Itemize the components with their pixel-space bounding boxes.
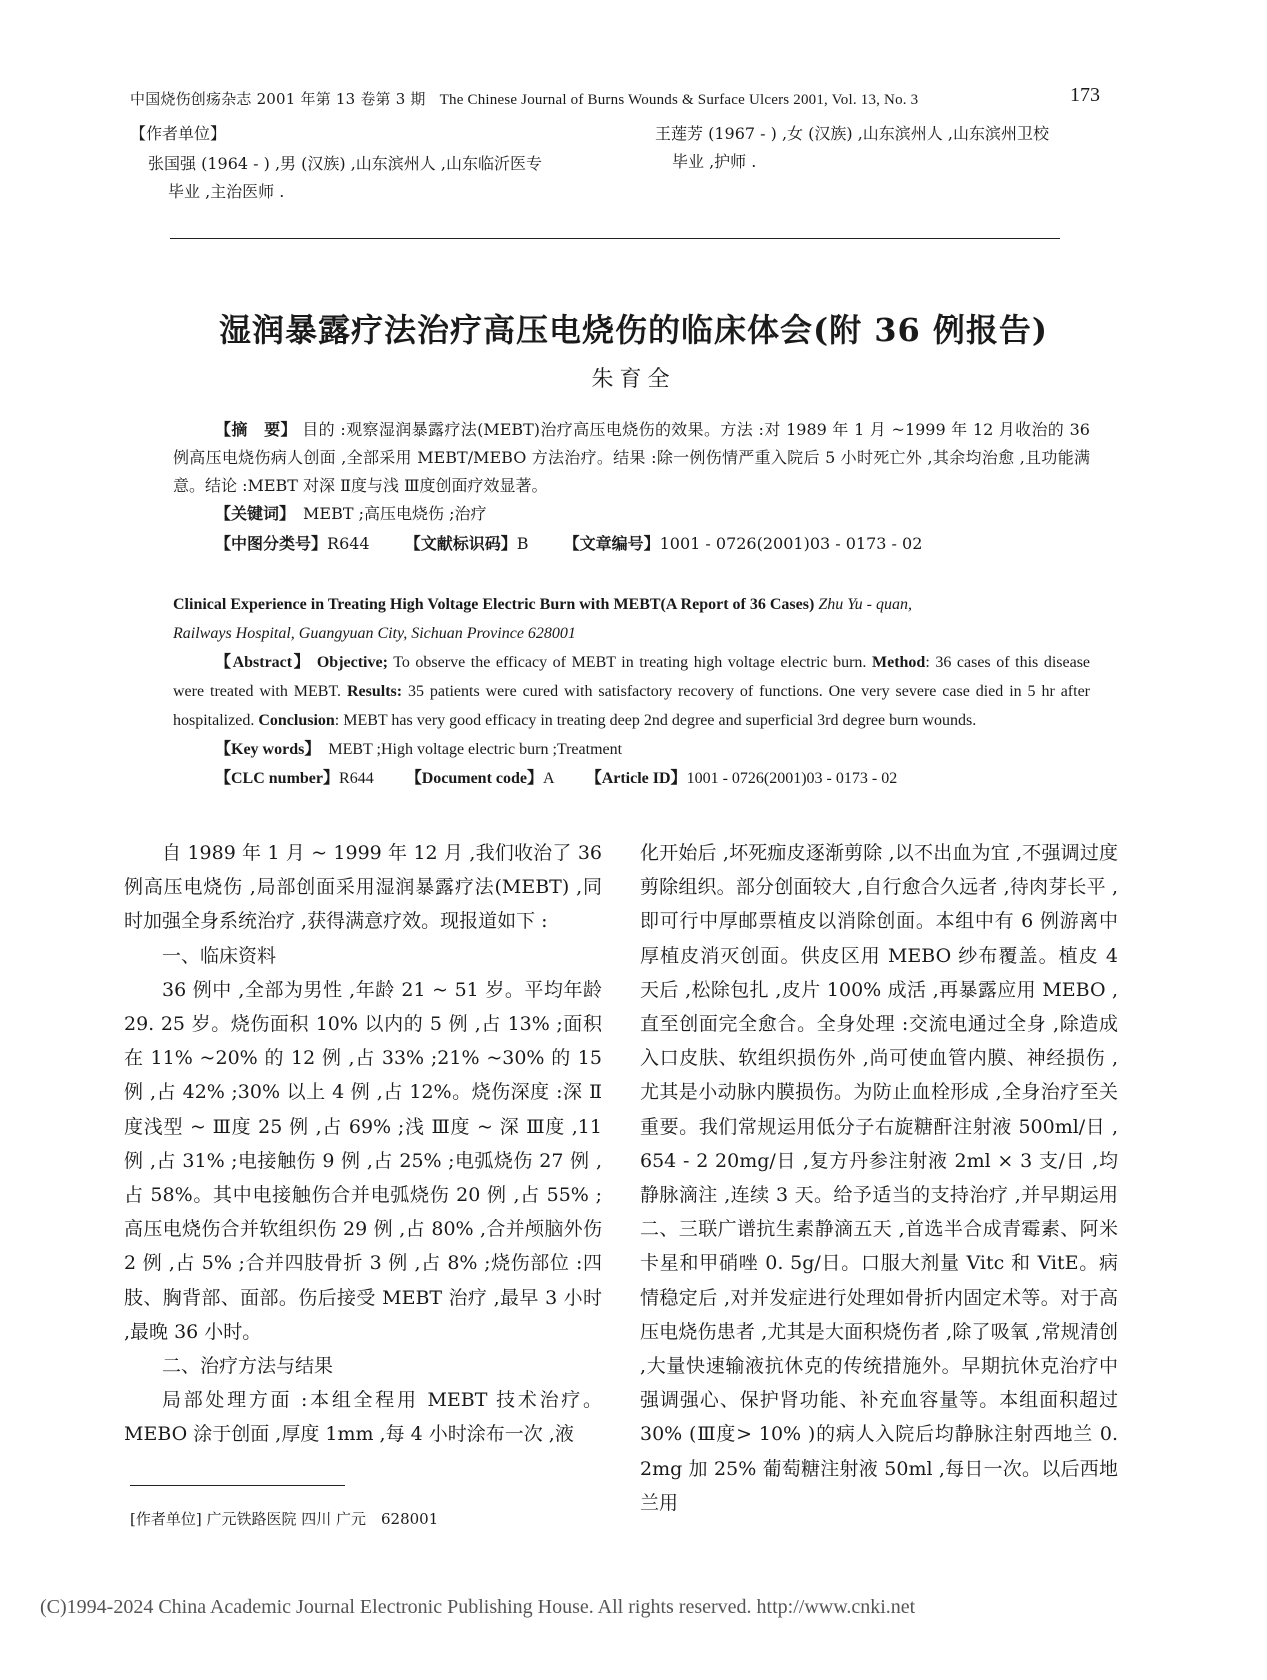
prev-author-left-2: 毕业 ,主治医师 . bbox=[168, 182, 285, 201]
english-title: Clinical Experience in Treating High Voltage Electric Burn with MEBT(A Report of 36 Cases) bbox=[173, 596, 815, 613]
classification-cn bbox=[215, 530, 922, 558]
footnote: [作者单位] 广元铁路医院 四川 广元 628001 bbox=[130, 1510, 439, 1528]
english-clc-label: 【CLC number】 bbox=[215, 770, 340, 787]
english-id-label: 【Article ID】 bbox=[585, 770, 687, 787]
doc-cn: B bbox=[516, 534, 529, 553]
method-label: Method bbox=[871, 654, 926, 671]
english-id: 1001 - 0726(2001)03 - 0173 - 02 bbox=[686, 770, 898, 787]
running-header bbox=[130, 88, 1090, 109]
english-title-line bbox=[173, 590, 1090, 619]
english-doc-label: 【Document code】 bbox=[405, 770, 544, 787]
results-text: 35 patients were cured with satisfactory recovery of functions. One very severe case died in 5 hr after hospitalized. bbox=[173, 683, 1091, 729]
english-keywords bbox=[173, 735, 1090, 764]
keywords-cn-text: MEBT ;高压电烧伤 ;治疗 bbox=[287, 504, 487, 523]
divider-rule bbox=[170, 238, 1060, 239]
prev-author-left-1: 张国强 (1964 - ) ,男 (汉族) ,山东滨州人 ,山东临沂医专 bbox=[148, 154, 542, 173]
objective-label: Objective; bbox=[316, 654, 388, 671]
english-author: Zhu Yu - quan, bbox=[818, 596, 912, 613]
english-affiliation: Railways Hospital, Guangyuan City, Sichuan Province 628001 bbox=[173, 625, 576, 642]
footnote-rule bbox=[130, 1485, 345, 1486]
id-cn: 1001 - 0726(2001)03 - 0173 - 02 bbox=[659, 534, 923, 553]
clc-cn-label: 【中图分类号】 bbox=[215, 534, 328, 553]
keywords-cn-label: 【关键词】 bbox=[215, 504, 288, 523]
prev-author-unit-label: 【作者单位】 bbox=[130, 124, 227, 143]
english-classification bbox=[173, 764, 1090, 793]
abstract-cn-label: 【摘 要】 bbox=[215, 420, 297, 439]
body-left-column bbox=[124, 836, 602, 1452]
english-clc: R644 bbox=[339, 770, 374, 787]
id-cn-label: 【文章编号】 bbox=[563, 534, 660, 553]
article-title: 湿润暴露疗法治疗高压电烧伤的临床体会(附 36 例报告) bbox=[218, 311, 1049, 349]
page-number: 173 bbox=[1070, 84, 1100, 106]
body-left-p3: 局部处理方面 :本组全程用 MEBT 技术治疗。MEBO 涂于创面 ,厚度 1mm ,每 4 小时涂布一次 ,液 bbox=[124, 1389, 602, 1446]
abstract-cn bbox=[173, 416, 1090, 500]
journal-en: The Chinese Journal of Burns Wounds & Surface Ulcers 2001, Vol. 13, No. 3 bbox=[439, 92, 919, 108]
english-abstract-label: 【Abstract】 bbox=[215, 654, 312, 671]
abstract-cn-text: 目的 :观察湿润暴露疗法(MEBT)治疗高压电烧伤的效果。方法 :对 1989 年 1 月 ~1999 年 12 月收治的 36 例高压电烧伤病人创面 ,全部采用 MEBT/MEBO 方法治疗。结果 :除一例伤情严重入院后 5 小时死亡外 ,其余均治愈 ,且功能满意。结论 :MEBT 对深 Ⅱ度与浅 Ⅲ度创面疗效显著。 bbox=[173, 420, 1090, 495]
keywords-cn bbox=[215, 500, 486, 528]
conclusion-label: Conclusion bbox=[258, 712, 335, 729]
english-abstract bbox=[173, 590, 1090, 793]
english-keywords-text: MEBT ;High voltage electric burn ;Treatment bbox=[312, 741, 623, 758]
copyright-notice: (C)1994-2024 China Academic Journal Electronic Publishing House. All rights reserved. http://www.cnki.net bbox=[40, 1596, 916, 1618]
english-abstract-body bbox=[173, 648, 1090, 735]
prev-author-right-2: 毕业 ,护师 . bbox=[672, 152, 757, 171]
body-right-column bbox=[640, 836, 1118, 1520]
results-label: Results: bbox=[346, 683, 403, 700]
english-keywords-label: 【Key words】 bbox=[215, 741, 313, 758]
english-doc: A bbox=[543, 770, 554, 787]
method-text: : 36 cases of this disease were treated with MEBT. bbox=[173, 654, 1091, 700]
journal-cn: 中国烧伤创疡杂志 2001 年第 13 卷第 3 期 bbox=[130, 90, 426, 108]
clc-cn: R644 bbox=[327, 534, 370, 553]
objective-text: To observe the efficacy of MEBT in treating high voltage electric burn. bbox=[387, 654, 872, 671]
prev-author-right-1: 王莲芳 (1967 - ) ,女 (汉族) ,山东滨州人 ,山东滨州卫校 bbox=[655, 124, 1049, 143]
article-author: 朱育全 bbox=[591, 367, 676, 392]
section-2-heading: 二、治疗方法与结果 bbox=[162, 1355, 334, 1378]
body-left-p2: 36 例中 ,全部为男性 ,年龄 21 ~ 51 岁。平均年龄 29. 25 岁。烧伤面积 10% 以内的 5 例 ,占 13% ;面积在 11% ~20% 的 12 例 ,占 33% ;21% ~30% 的 15 例 ,占 42% ;30% 以上 4 例 ,占 12%。烧伤深度 :深 Ⅱ度浅型 ~ Ⅲ度 25 例 ,占 69% ;浅 Ⅲ度 ~ 深 Ⅲ度 ,11 例 ,占 31% ;电接触伤 9 例 ,占 25% ;电弧烧伤 27 例 ,占 58%。其中电接触伤合并电弧烧伤 20 例 ,占 55% ;高压电烧伤合并软组织伤 29 例 ,占 80% ,合并颅脑外伤 2 例 ,占 5% ;合并四肢骨折 3 例 ,占 8% ;烧伤部位 :四肢、胸背部、面部。伤后接受 MEBT 治疗 ,最早 3 小时 ,最晚 36 小时。 bbox=[124, 978, 602, 1343]
section-1-heading: 一、临床资料 bbox=[162, 944, 277, 967]
body-right-p1: 化开始后 ,坏死痂皮逐渐剪除 ,以不出血为宜 ,不强调过度剪除组织。部分创面较大 ,自行愈合久远者 ,待肉芽长平 ,即可行中厚邮票植皮以消除创面。本组中有 6 例游离中厚植皮消灭创面。供皮区用 MEBO 纱布覆盖。植皮 4 天后 ,松除包扎 ,皮片 100% 成活 ,再暴露应用 MEBO ,直至创面完全愈合。全身处理 :交流电通过全身 ,除造成入口皮肤、软组织损伤外 ,尚可使血管内膜、神经损伤 ,尤其是小动脉内膜损伤。为防止血栓形成 ,全身治疗至关重要。我们常规运用低分子右旋糖酐注射液 500ml/日 , 654 - 2 20mg/日 ,复方丹参注射液 2ml × 3 支/日 ,均静脉滴注 ,连续 3 天。给予适当的支持治疗 ,并早期运用二、三联广谱抗生素静滴五天 ,首选半合成青霉素、阿米卡星和甲硝唑 0. 5g/日。口服大剂量 Vitc 和 VitE。病情稳定后 ,对并发症进行处理如骨折内固定术等。对于高压电烧伤患者 ,尤其是大面积烧伤者 ,除了吸氧 ,常规清创 ,大量快速输液抗休克的传统措施外。早期抗休克治疗中强调强心、保护肾功能、补充血容量等。本组面积超过 30% (Ⅲ度> 10% )的病人入院后均静脉注射西地兰 0. 2mg 加 25% 葡萄糖注射液 50ml ,每日一次。以后西地兰用 bbox=[640, 842, 1118, 1514]
doc-cn-label: 【文献标识码】 bbox=[404, 534, 517, 553]
body-left-p1: 自 1989 年 1 月 ~ 1999 年 12 月 ,我们收治了 36 例高压电烧伤 ,局部创面采用湿润暴露疗法(MEBT) ,同时加强全身系统治疗 ,获得满意疗效。现报道如下 : bbox=[124, 842, 602, 933]
conclusion-text: : MEBT has very good efficacy in treating deep 2nd degree and superficial 3rd degree burn wounds. bbox=[334, 712, 977, 729]
